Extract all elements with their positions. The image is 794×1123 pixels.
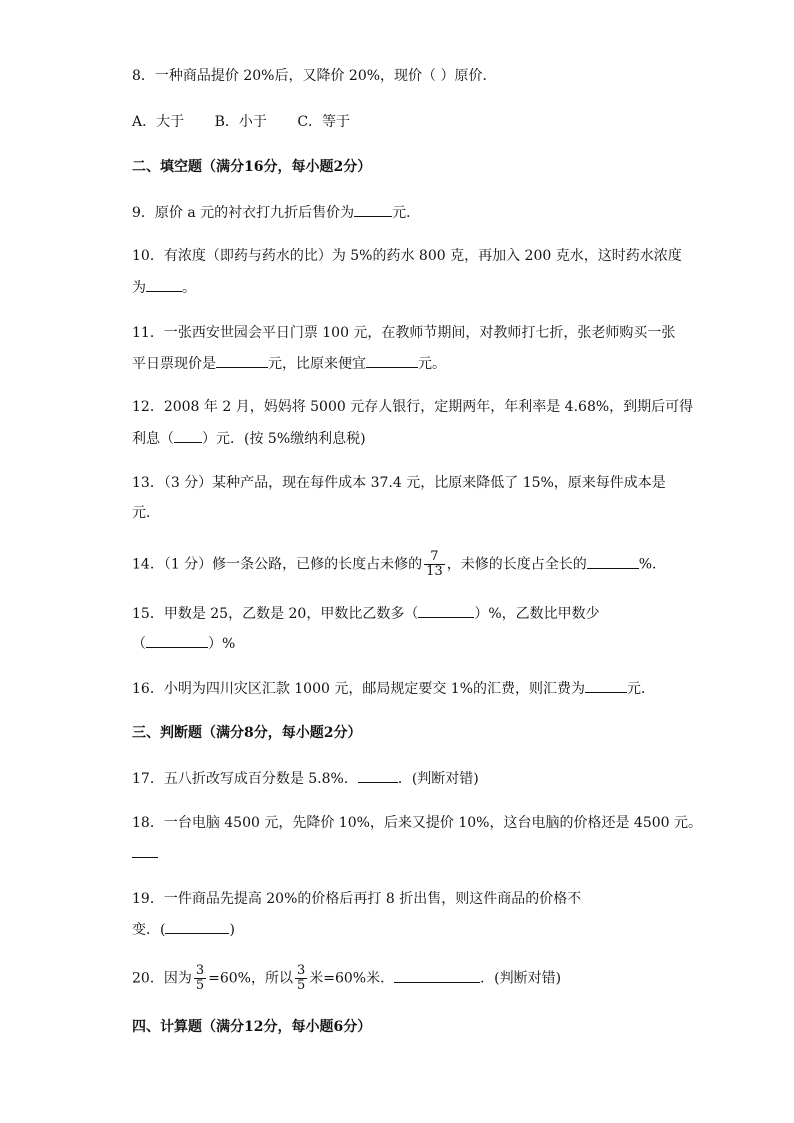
question-20-text: 20．因为 [132,970,192,987]
option-b[interactable]: B．小于 [214,114,267,130]
question-18-line2 [132,843,158,864]
question-14-mid: ，未修的长度占全长的 [446,556,587,573]
question-11-text: 平日票现价是 [132,356,216,372]
fraction-numerator: 3 [296,963,306,978]
fraction-denominator: 13 [426,564,443,579]
question-12-line2 [132,428,366,449]
question-19-line2 [132,919,235,940]
section-calculation-title: 四、计算题（满分12分，每小题6分） [132,1019,372,1035]
section-true-false-title: 三、判断题（满分8分，每小题2分） [132,725,362,741]
question-17-end: ．(判断对错) [397,771,479,787]
section-fill-in-title: 二、填空题（满分16分，每小题2分） [132,159,372,175]
question-20-mid2: 米=60%米． [309,970,395,987]
question-15-line1 [132,603,600,624]
answer-blank[interactable] [132,843,158,858]
question-19-end: ) [229,922,235,938]
question-10-end: 。 [182,280,196,296]
question-11-end: 元。 [418,356,446,372]
question-15-end: ）% [208,636,236,652]
question-11-mid: 元，比原来便宜 [268,356,366,372]
question-8-text: 8．一种商品提价 20%后，又降价 20%，现价（ ）原价． [132,68,497,84]
answer-blank[interactable] [165,919,229,934]
question-20 [132,964,561,993]
answer-blank[interactable] [216,353,268,368]
question-13-line1: 13．（3 分）某种产品，现在每件成本 37.4 元，比原来降低了 15%，原来每件成本是 [132,475,666,491]
question-9-text: 9．原价 a 元的衬衣打九折后售价为 [132,205,355,221]
question-8-options [132,112,376,132]
question-8 [132,66,497,86]
question-11-line1: 11．一张西安世园会平日门票 100 元，在教师节期间，对教师打七折，张老师购买一张 [132,325,676,341]
question-10-text: 为 [132,280,146,296]
answer-blank[interactable] [366,353,418,368]
question-12-end: ）元．(按 5%缴纳利息税) [202,431,366,447]
fraction-numerator: 3 [195,963,205,978]
question-17 [132,768,479,789]
question-9-unit: 元． [392,205,421,221]
question-13-line2: 元． [132,505,160,521]
question-11-line2 [132,353,446,374]
question-14-end: %． [638,556,667,573]
answer-blank[interactable] [585,678,627,693]
fraction-denominator: 5 [195,978,205,993]
question-12-line1: 12．2008 年 2 月，妈妈将 5000 元存人银行，定期两年，年利率是 4.68%，到期后可得 [132,399,694,415]
question-14 [132,550,666,579]
question-15-mid: ）%，乙数比甲数少 [474,606,600,622]
fraction-denominator: 5 [296,978,306,993]
question-15-text: 15．甲数是 25，乙数是 20，甲数比乙数多（ [132,606,419,622]
question-16 [132,678,655,699]
question-9 [132,202,420,223]
question-16-text: 16．小明为四川灾区汇款 1000 元，邮局规定要交 1%的汇费，则汇费为 [132,681,586,697]
answer-blank[interactable] [587,554,639,569]
fraction-numerator: 7 [424,550,445,565]
answer-blank[interactable] [146,277,182,292]
answer-blank[interactable] [174,428,202,443]
question-20-mid1: =60%，所以 [208,970,293,987]
question-10-line2 [132,277,196,298]
question-14-text: 14．（1 分）修一条公路，已修的长度占未修的 [132,556,423,573]
option-a[interactable]: A．大于 [132,114,185,130]
fraction-7-13 [424,550,445,579]
question-16-end: 元． [627,681,656,697]
question-15-open: （ [132,636,146,652]
option-c[interactable]: C．等于 [297,114,351,130]
question-19-line1: 19．一件商品先提高 20%的价格后再打 8 折出售，则这件商品的价格不 [132,891,582,907]
answer-blank[interactable] [354,202,392,217]
question-18-line1: 18．一台电脑 4500 元，先降价 10%，后来又提价 10%，这台电脑的价格还是 4500 元。 [132,815,703,831]
answer-blank[interactable] [418,603,474,618]
question-10-line1: 10．有浓度（即药与药水的比）为 5%的药水 800 克，再加入 200 克水，这时药水浓度 [132,248,682,264]
fraction-3-5 [194,964,206,993]
question-17-text: 17．五八折改写成百分数是 5.8%． [132,771,358,787]
answer-blank[interactable] [358,768,398,783]
fraction-3-5-second [295,964,307,993]
question-19-text: 变．( [132,922,166,938]
question-12-text: 利息（ [132,431,174,447]
answer-blank[interactable] [394,968,480,983]
question-20-end: ．(判断对错) [480,970,562,987]
answer-blank[interactable] [146,633,208,648]
question-15-line2 [132,633,235,654]
